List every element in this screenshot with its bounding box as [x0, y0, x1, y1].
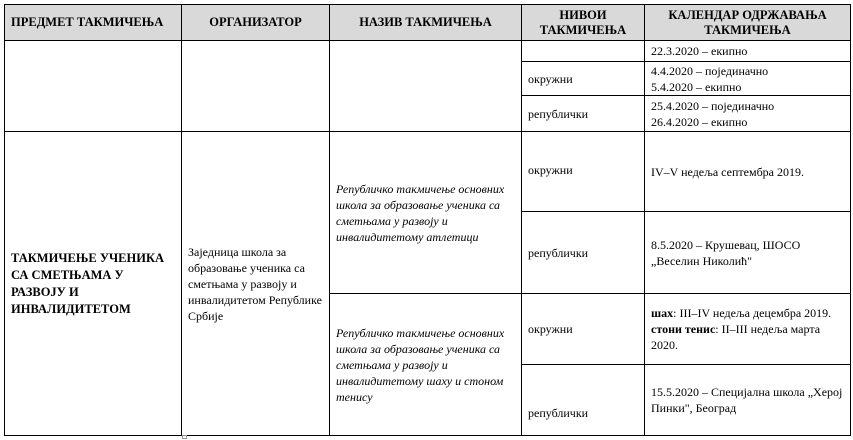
calendar-cell	[645, 96, 851, 132]
header-levels: НИВОИ ТАКМИЧЕЊА	[522, 5, 645, 41]
chess-schedule	[651, 305, 844, 321]
table-tennis-schedule	[651, 321, 844, 353]
level-cell-empty	[522, 41, 645, 62]
table-row	[5, 41, 851, 62]
level-cell: републички	[522, 96, 645, 132]
calendar-cell	[645, 212, 851, 294]
level-cell: републички	[522, 365, 645, 436]
competition-name-athletics: Републичко такмичење основних школа за образовање ученика са сметњама у развоју и инвалидитетому атлетици	[330, 132, 522, 294]
date-line: 25.4.2020 – појединачно	[651, 98, 775, 113]
organizer-cell-empty	[182, 41, 330, 132]
chess-date: : III–IV недеља децембра 2019.	[673, 306, 832, 320]
date-line: „Веселин Николић"	[651, 253, 753, 268]
header-calendar: КАЛЕНДАР ОДРЖАВАЊА ТАКМИЧЕЊА	[645, 5, 851, 41]
table-row	[5, 132, 851, 212]
date-line: 26.4.2020 – екипно	[651, 114, 748, 129]
competition-subject: ТАКМИЧЕЊЕ УЧЕНИКА СА СМЕТЊАМА У РАЗВОЈУ И ИНВАЛИДИТЕТОМ	[5, 132, 182, 436]
calendar-cell: IV–V недеља септембра 2019.	[645, 132, 851, 212]
calendar-cell	[645, 294, 851, 365]
date-line: 22.3.2020 – екипно	[651, 44, 748, 58]
level-cell: окружни	[522, 294, 645, 365]
calendar-cell: 15.5.2020 – Специјална школа „Херој Пинки", Београд	[645, 365, 851, 436]
level-cell: окружни	[522, 62, 645, 96]
level-cell: републички	[522, 212, 645, 294]
header-competition-name: НАЗИВ ТАКМИЧЕЊА	[330, 5, 522, 41]
date-line: 5.4.2020 – екипно	[651, 79, 742, 94]
calendar-cell	[645, 41, 851, 62]
name-cell-empty	[330, 41, 522, 132]
date-line: 4.4.2020 – појединачно	[651, 63, 769, 78]
header-subject: ПРЕДМЕТ ТАКМИЧЕЊА	[5, 5, 182, 41]
header-organizer: ОРГАНИЗАТОР	[182, 5, 330, 41]
date-line: 8.5.2020 – Крушевац, ШОСО	[651, 237, 801, 252]
competition-name-chess-table-tennis: Републичко такмичење основних школа за образовање ученика са сметњама у развоју и инвалидитетому шаху и стоном тенису	[330, 294, 522, 436]
level-cell: окружни	[522, 132, 645, 212]
table-tennis-label: стони тенис	[651, 322, 716, 336]
subject-cell-empty	[5, 41, 182, 132]
competition-organizer: Заједница школа за образовање ученика са сметњама у развоју и инвалидитетом Републике Србије	[182, 132, 330, 436]
table-tennis-date: : II–III недеља марта 2020.	[651, 322, 821, 352]
competition-schedule-table	[4, 4, 851, 436]
calendar-cell	[645, 62, 851, 96]
chess-label: шах	[651, 306, 674, 320]
header-row	[5, 5, 851, 41]
paragraph-mark	[182, 435, 187, 439]
